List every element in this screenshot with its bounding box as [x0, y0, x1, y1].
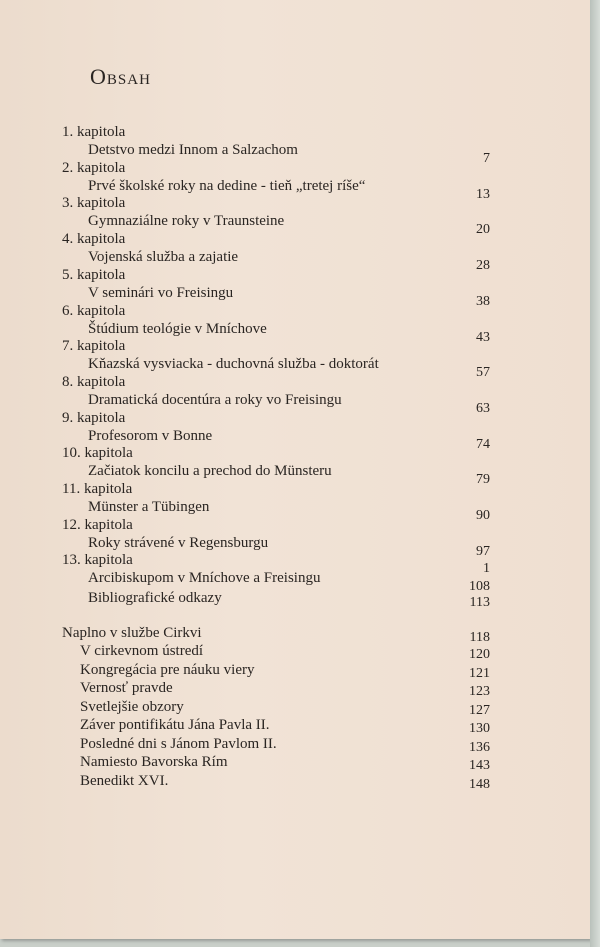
chapter-title: Profesorom v Bonne: [88, 427, 213, 444]
chapter-page-number: 43: [476, 329, 490, 345]
chapter-title: Začiatok koncilu a prechod do Münsteru: [88, 463, 332, 480]
toc-heading: Obsah: [90, 64, 151, 89]
chapter-label: 8. kapitola: [62, 373, 126, 390]
chapter-title: Roky strávené v Regensburgu: [88, 534, 269, 551]
part-title: Naplno v službe Cirkvi: [62, 625, 202, 641]
section-page-number: 120: [469, 647, 490, 662]
bibliography-title: Bibliografické odkazy: [88, 590, 222, 606]
chapter-label: 4. kapitola: [62, 231, 126, 248]
chapter-label: 9. kapitola: [62, 409, 126, 426]
section-page-number: 130: [469, 721, 490, 736]
section-title: Kongregácia pre náuku viery: [80, 661, 255, 678]
part-page-number: 118: [469, 630, 490, 645]
chapter-page-number: 79: [476, 472, 490, 488]
chapter-page-number: 28: [476, 258, 490, 274]
chapter-page-number: 74: [476, 436, 490, 452]
section-title: Posledné dni s Jánom Pavlom II.: [80, 735, 277, 752]
chapter-page-number: 108: [469, 579, 490, 595]
chapter-title: Arcibiskupom v Mníchove a Freisingu: [88, 570, 321, 587]
section-title: V cirkevnom ústredí: [80, 643, 204, 659]
chapter-title: Detstvo medzi Innom a Salzachom: [88, 142, 298, 158]
chapter-label: 3. kapitola: [62, 195, 126, 212]
chapter-title: Dramatická docentúra a roky vo Freisingu: [88, 391, 342, 408]
chapter-page-number: 7: [483, 151, 490, 166]
section-title: Záver pontifikátu Jána Pavla II.: [80, 717, 270, 733]
section-title: Svetlejšie obzory: [80, 698, 184, 715]
chapter-title: Gymnaziálne roky v Traunsteine: [88, 213, 285, 230]
chapter-label: 11. kapitola: [62, 481, 133, 497]
chapter-title: Kňazská vysviacka - duchovná služba - doktorát: [88, 356, 379, 373]
chapter-title: Prvé školské roky na dedine - tieň „tretej ríše“: [88, 177, 366, 194]
section-page-number: 136: [469, 739, 490, 755]
section-page-number: 123: [469, 684, 490, 699]
section-page-number: 148: [469, 776, 490, 792]
chapter-page-number: 13: [476, 186, 490, 202]
bibliography-page-number: 113: [469, 595, 490, 610]
page-edge: [590, 0, 600, 947]
chapter-page-number: 97: [476, 543, 490, 559]
chapter-page-number: 90: [476, 508, 490, 523]
chapter-label: 13. kapitola: [62, 552, 133, 569]
chapter-label: 12. kapitola: [62, 516, 133, 533]
chapter-label: 5. kapitola: [62, 266, 126, 283]
section-title: Namiesto Bavorska Rím: [80, 754, 228, 770]
chapter-title: V seminári vo Freisingu: [88, 284, 234, 301]
chapter-page-number: 20: [476, 222, 490, 238]
chapter-page-number: 57: [476, 365, 490, 381]
section-page-number: 127: [469, 702, 490, 718]
page-number: 1: [483, 561, 490, 576]
chapter-label: 7. kapitola: [62, 338, 126, 355]
section-title: Vernosť pravde: [80, 680, 173, 696]
chapter-label: 10. kapitola: [62, 445, 133, 462]
chapter-title: Vojenská služba a zajatie: [88, 249, 239, 266]
chapter-page-number: 63: [476, 400, 490, 416]
chapter-page-number: 38: [476, 293, 490, 309]
chapter-title: Münster a Tübingen: [88, 499, 210, 515]
chapter-label: 2. kapitola: [62, 159, 126, 176]
chapter-title: Štúdium teológie v Mníchove: [88, 320, 267, 337]
chapter-label: 1. kapitola: [62, 124, 126, 140]
section-page-number: 121: [469, 665, 490, 681]
section-page-number: 143: [469, 758, 490, 773]
section-title: Benedikt XVI.: [80, 772, 169, 789]
chapter-label: 6. kapitola: [62, 302, 126, 319]
